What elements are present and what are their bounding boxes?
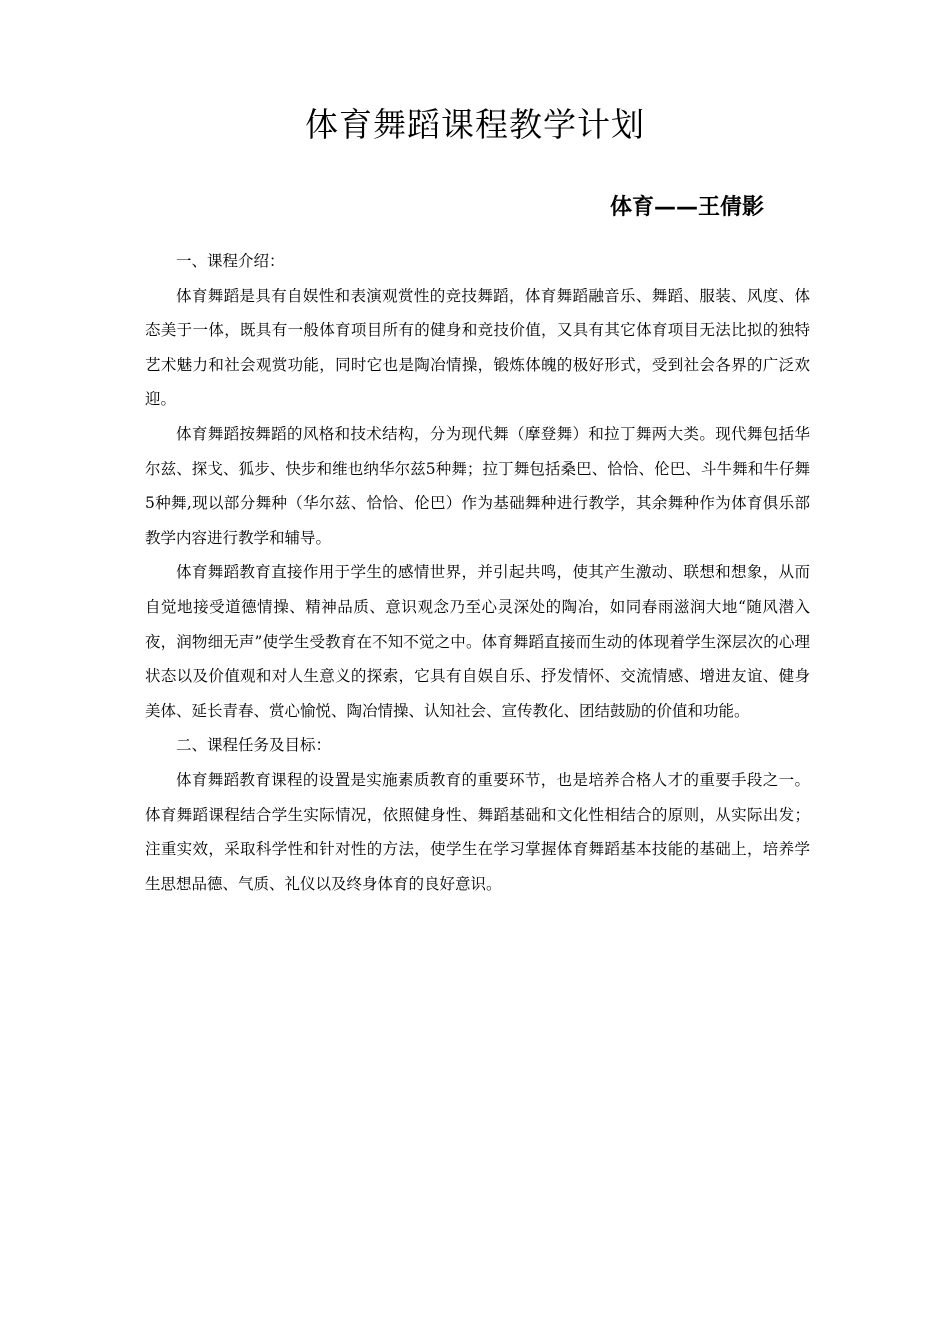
- section-heading-goals: 二、课程任务及目标：: [176, 736, 332, 755]
- paragraph: 体育舞蹈按舞蹈的风格和技术结构，分为现代舞（摩登舞）和拉丁舞两大类。现代舞包括华尔兹、探戈、狐步、快步和维也纳华尔兹5种舞；拉丁舞包括桑巴、恰恰、伦巴、斗牛舞和牛仔舞5种舞,现以部分舞种（华尔兹、恰恰、伦巴）作为基础舞种进行教学，其余舞种作为体育俱乐部教学内容进行教学和辅导。: [145, 424, 810, 547]
- document-author: 体育——王倩影: [610, 195, 765, 220]
- section-heading-intro: 一、课程介绍：: [176, 252, 285, 270]
- paragraph: 体育舞蹈教育直接作用于学生的感情世界，并引起共鸣，使其产生激动、联想和想象，从而自觉地接受道德情操、精神品质、意识观念乃至心灵深处的陶冶，如同春雨滋润大地“随风潜入夜，润物细无声”使学生受教育在不知不觉之中。体育舞蹈直接而生动的体现着学生深层次的心理状态以及价值观和对人生意义的探索，它具有自娱自乐、抒发情怀、交流情感、增进友谊、健身美体、延长青春、赏心愉悦、陶冶情操、认知社会、宣传教化、团结鼓励的价值和功能。: [145, 563, 810, 720]
- paragraph: 体育舞蹈教育课程的设置是实施素质教育的重要环节，也是培养合格人才的重要手段之一。体育舞蹈课程结合学生实际情况，依照健身性、舞蹈基础和文化性相结合的原则，从实际出发；注重实效，采取科学性和针对性的方法，使学生在学习掌握体育舞蹈基本技能的基础上，培养学生思想品德、气质、礼仪以及终身体育的良好意识。: [145, 770, 810, 893]
- document-title: 体育舞蹈课程教学计划: [305, 105, 645, 144]
- document-body: [145, 244, 810, 901]
- paragraph: 体育舞蹈是具有自娱性和表演观赏性的竞技舞蹈，体育舞蹈融音乐、舞蹈、服装、风度、体态美于一体，既具有一般体育项目所有的健身和竞技价值，又具有其它体育项目无法比拟的独特艺术魅力和社会观赏功能，同时它也是陶冶情操，锻炼体魄的极好形式，受到社会各界的广泛欢迎。: [145, 286, 810, 409]
